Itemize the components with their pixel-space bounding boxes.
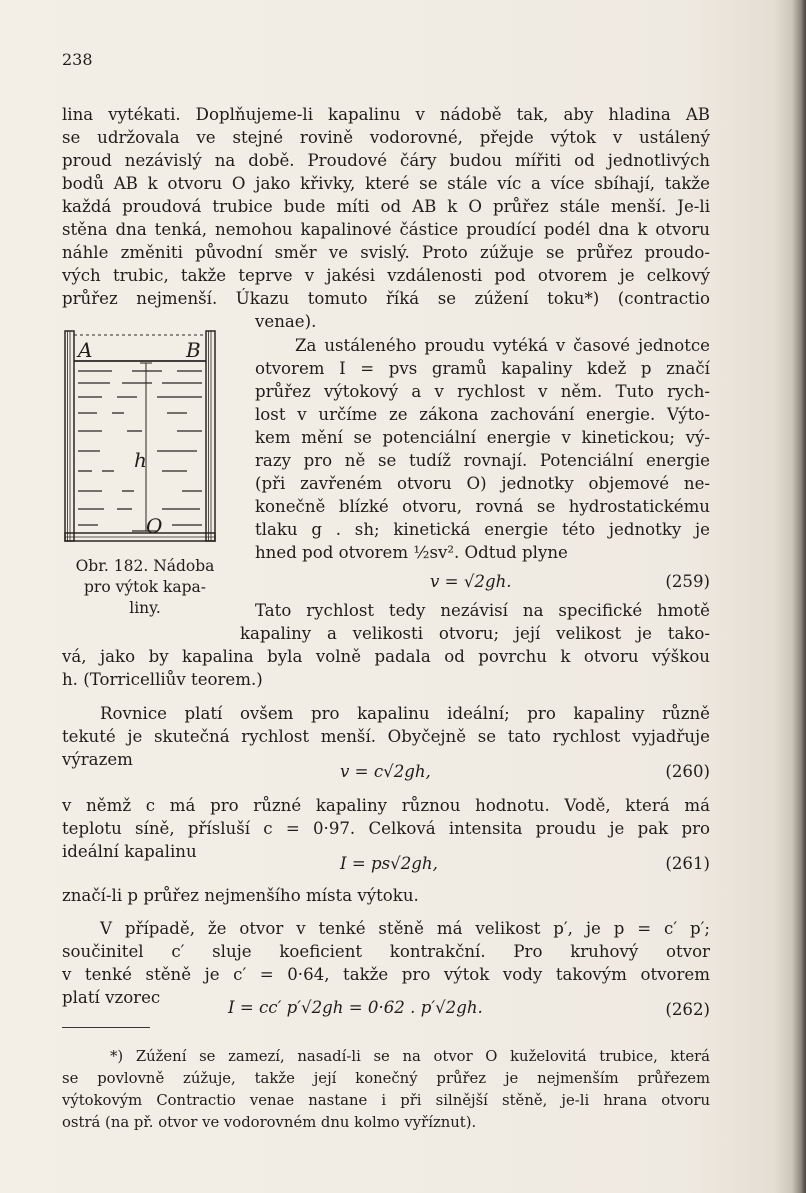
text-line: venae). xyxy=(255,312,317,331)
text-line: platí vzorec xyxy=(62,988,161,1007)
equation-number-261: (261) xyxy=(665,854,710,873)
label-h: h xyxy=(134,448,147,472)
figure-caption-line: Obr. 182. Nádoba xyxy=(75,557,215,575)
page-edge-shadow xyxy=(792,0,806,1193)
text-line: h. (Torricelliův teorem.) xyxy=(62,670,263,689)
text-line: lost v určíme ze zákona zachování energie. Výto- xyxy=(255,405,710,424)
text-line: ideální kapalinu xyxy=(62,842,197,861)
text-line: každá proudová trubice bude míti od AB k O průřez stále menší. Je-li xyxy=(62,197,710,216)
figure-caption-line: liny. xyxy=(129,599,161,617)
text-line: konečně blízké otvoru, rovná se hydrostatickému xyxy=(255,497,710,516)
text-line: vých trubic, takže teprve v jakési vzdálenosti pod otvorem je celkový xyxy=(62,266,710,285)
figure-vessel xyxy=(62,327,222,552)
equation-261: I = ps√2gh, xyxy=(340,854,438,873)
text-line: proud nezávislý na době. Proudové čáry budou mířiti od jednotlivých xyxy=(62,151,710,170)
text-line: Tato rychlost tedy nezávisí na specifické hmotě xyxy=(255,601,710,620)
text-line: náhle změniti původní směr ve svislý. Proto zúžuje se průřez proudo- xyxy=(62,243,710,262)
text-line: stěna dna tenká, nemohou kapalinové částice proudící podél dna k otvoru xyxy=(62,220,710,239)
text-line: kapaliny a velikosti otvoru; její velikost je tako- xyxy=(240,624,710,643)
equation-number-260: (260) xyxy=(665,762,710,781)
footnote-line: *) Zúžení se zamezí, nasadí-li se na otvor O kuželovitá trubice, která xyxy=(110,1048,710,1065)
text-line: bodů AB k otvoru O jako křivky, které se stále víc a více sbíhají, takže xyxy=(62,174,710,193)
label-a: A xyxy=(78,338,93,362)
text-line: (při zavřeném otvoru O) jednotky objemové ne- xyxy=(255,474,710,493)
label-b: B xyxy=(186,338,201,362)
text-line: V případě, že otvor v tenké stěně má velikost p′, je p = c′ p′; xyxy=(100,919,710,938)
text-line: v němž c má pro různé kapaliny různou hodnotu. Vodě, která má xyxy=(62,796,710,815)
left-wall xyxy=(65,331,74,541)
text-line: výrazem xyxy=(62,750,133,769)
equation-number-259: (259) xyxy=(665,572,710,591)
text-line: Rovnice platí ovšem pro kapalinu ideální; pro kapaliny různě xyxy=(100,704,710,723)
equation-260: v = c√2gh, xyxy=(340,762,431,781)
right-wall xyxy=(206,331,215,541)
text-line: Za ustáleného proudu vytéká v časové jednotce xyxy=(295,336,710,355)
text-line: se udržovala ve stejné rovině vodorovné, přejde výtok v ustálený xyxy=(62,128,710,147)
text-line: otvorem I = pvs gramů kapaliny kdež p značí xyxy=(255,359,710,378)
text-line: průřez výtokový a v rychlost v něm. Tuto rych- xyxy=(255,382,710,401)
equation-number-262: (262) xyxy=(665,1000,710,1019)
footnote-line: ostrá (na př. otvor ve vodorovném dnu kolmo vyříznut). xyxy=(62,1114,477,1131)
text-line: hned pod otvorem ½sv². Odtud plyne xyxy=(255,543,568,562)
footnote-rule xyxy=(62,1027,150,1028)
text-line: tekuté je skutečná rychlost menší. Obyčejně se tato rychlost vyjadřuje xyxy=(62,727,710,746)
text-line: kem mění se potenciální energie v kinetickou; vý- xyxy=(255,428,710,447)
equation-259: v = √2gh. xyxy=(430,572,512,591)
text-line: lina vytékati. Doplňujeme-li kapalinu v nádobě tak, aby hladina AB xyxy=(62,105,710,124)
figure-caption-line: pro výtok kapa- xyxy=(83,578,207,596)
text-line: průřez nejmenší. Úkazu tomuto říká se zúžení toku*) (contractio xyxy=(62,289,710,308)
footnote-line: se povlovně zúžuje, takže její konečný průřez je nejmenším průřezem xyxy=(62,1070,710,1087)
text-line: značí-li p průřez nejmenšího místa výtoku. xyxy=(62,886,419,905)
label-o: O xyxy=(146,514,163,538)
text-line: tlaku g . sh; kinetická energie této jednotky je xyxy=(255,520,710,539)
equation-262: I = cc′ p′√2gh = 0·62 . p′√2gh. xyxy=(228,998,483,1017)
footnote-line: výtokovým Contractio venae nastane i při silnější stěně, je-li hrana otvoru xyxy=(62,1092,710,1109)
text-line: v tenké stěně je c′ = 0·64, takže pro výtok vody takovým otvorem xyxy=(62,965,710,984)
text-line: součinitel c′ sluje koeficient kontrakční. Pro kruhový otvor xyxy=(62,942,710,961)
text-line: teplotu síně, přísluší c = 0·97. Celková intensita proudu je pak pro xyxy=(62,819,710,838)
vessel-diagram xyxy=(62,327,222,552)
page-number: 238 xyxy=(62,50,93,69)
text-line: vá, jako by kapalina byla volně padala od povrchu k otvoru výškou xyxy=(62,647,710,666)
text-line: razy pro ně se tudíž rovnají. Potenciální energie xyxy=(255,451,710,470)
